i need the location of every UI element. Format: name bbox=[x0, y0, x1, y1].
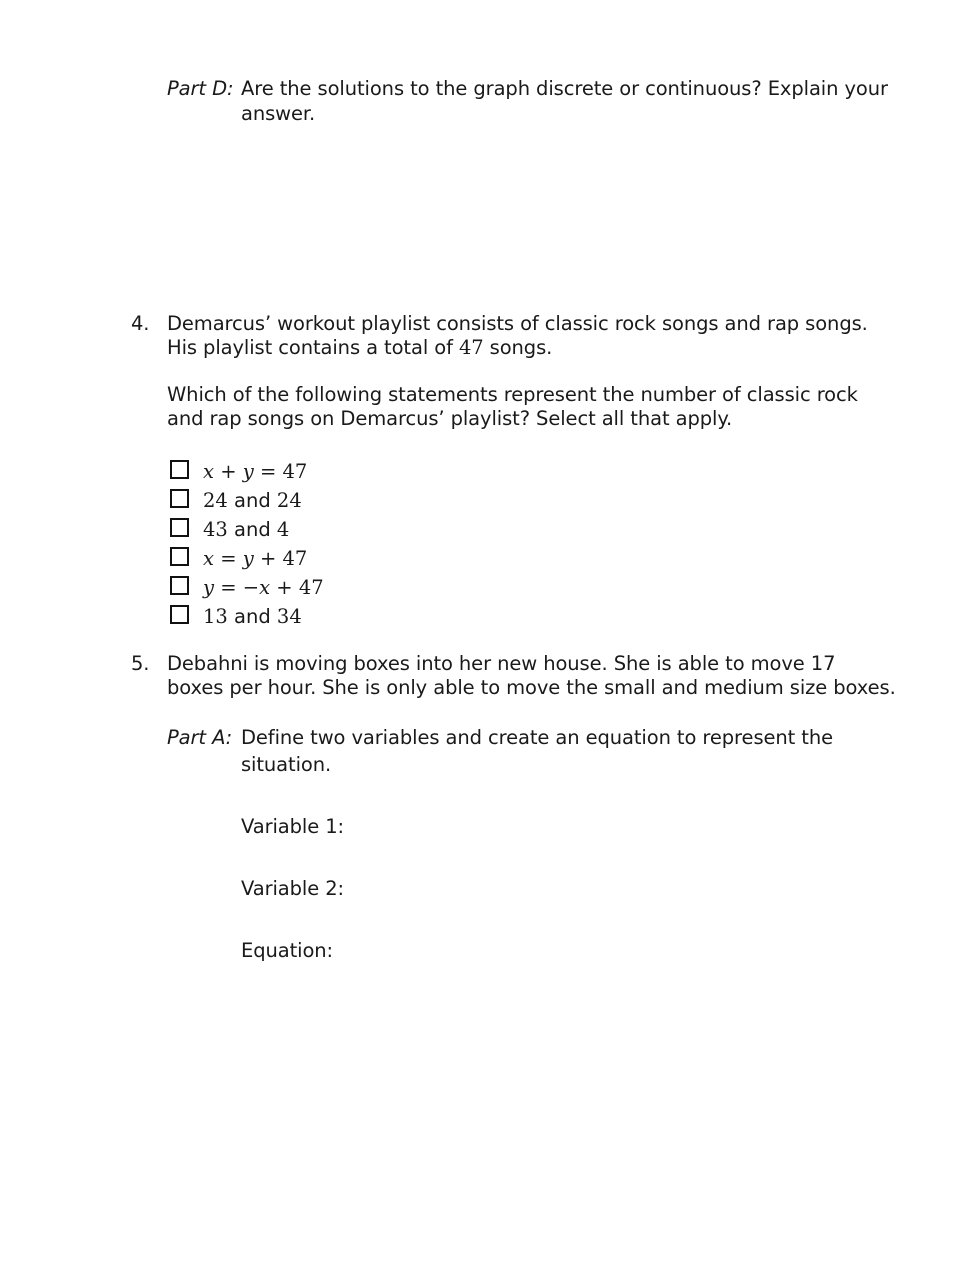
q4-option-2-checkbox[interactable] bbox=[170, 489, 189, 508]
q4-number: 4. bbox=[131, 312, 150, 335]
q4-option-4-label: x = y + 47 bbox=[203, 547, 308, 570]
q4-option-5-label: y = −x + 47 bbox=[203, 576, 324, 599]
q4-option-2-label: 24 and 24 bbox=[203, 489, 302, 512]
q5-number: 5. bbox=[131, 652, 150, 675]
q4-option-6-label: 13 and 34 bbox=[203, 605, 302, 628]
q4-option-4-checkbox[interactable] bbox=[170, 547, 189, 566]
q4-prompt-line1: Which of the following statements represent the number of classic rock bbox=[167, 383, 858, 406]
q5-text-line1: Debahni is moving boxes into her new house. She is able to move 17 bbox=[167, 652, 836, 675]
q4-option-3-checkbox[interactable] bbox=[170, 518, 189, 537]
q4-text-line1: Demarcus’ workout playlist consists of classic rock songs and rap songs. bbox=[167, 312, 868, 335]
q4-text-line2: His playlist contains a total of 47 songs. bbox=[167, 336, 553, 359]
equation-label: Equation: bbox=[241, 939, 334, 962]
q4-option-3-label: 43 and 4 bbox=[203, 518, 290, 541]
q4-option-1-label: x + y = 47 bbox=[203, 460, 308, 483]
q5-part-a-line2: situation. bbox=[241, 753, 332, 776]
q4-option-6-checkbox[interactable] bbox=[170, 605, 189, 624]
q5-text-line2: boxes per hour. She is only able to move the small and medium size boxes. bbox=[167, 676, 896, 699]
part-d-label: Part D: bbox=[167, 77, 234, 100]
part-d-question-line1: Are the solutions to the graph discrete or continuous? Explain your bbox=[241, 77, 888, 100]
q4-prompt-line2: and rap songs on Demarcus’ playlist? Select all that apply. bbox=[167, 407, 733, 430]
q4-option-5-checkbox[interactable] bbox=[170, 576, 189, 595]
variable-2-label: Variable 2: bbox=[241, 877, 345, 900]
q5-part-a-line1: Define two variables and create an equation to represent the bbox=[241, 726, 834, 749]
q4-option-1-checkbox[interactable] bbox=[170, 460, 189, 479]
q5-part-a-label: Part A: bbox=[167, 726, 233, 749]
variable-1-label: Variable 1: bbox=[241, 815, 345, 838]
part-d-question-line2: answer. bbox=[241, 102, 316, 125]
